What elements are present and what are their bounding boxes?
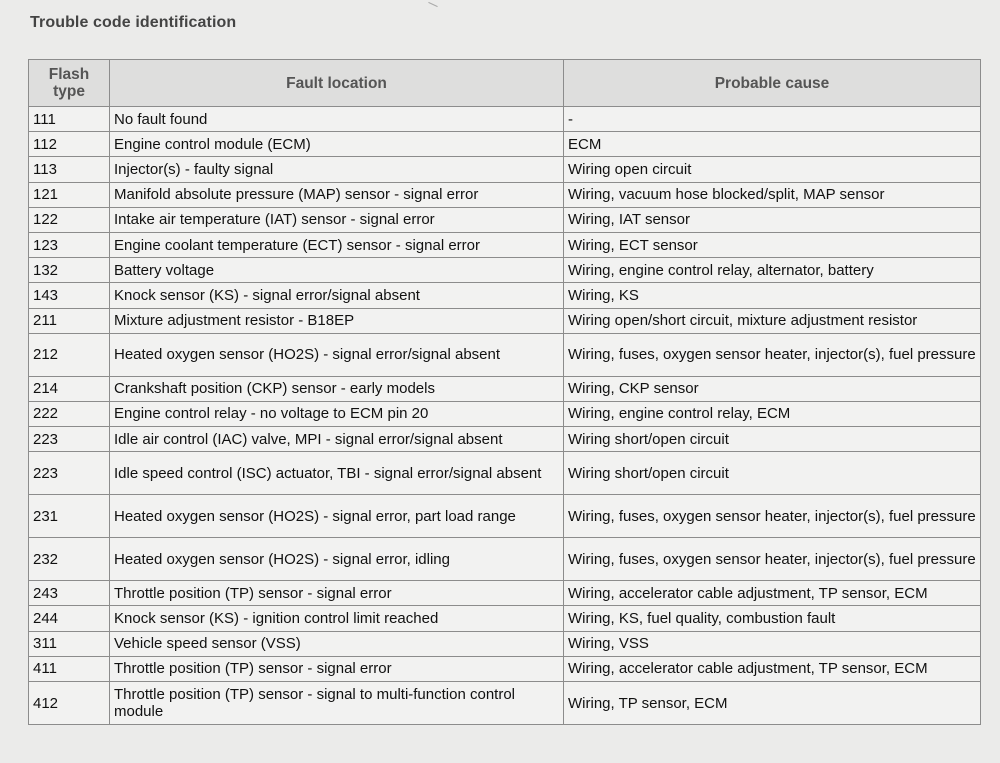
fault-location-cell: Throttle position (TP) sensor - signal error	[110, 581, 564, 606]
probable-cause-cell: Wiring, accelerator cable adjustment, TP sensor, ECM	[564, 656, 981, 681]
probable-cause-cell: Wiring, engine control relay, ECM	[564, 401, 981, 426]
fault-location-cell: Manifold absolute pressure (MAP) sensor - signal error	[110, 182, 564, 207]
fault-location-cell: Throttle position (TP) sensor - signal error	[110, 656, 564, 681]
fault-location-cell: Vehicle speed sensor (VSS)	[110, 631, 564, 656]
trouble-code-table	[28, 59, 981, 725]
table-row	[29, 333, 981, 376]
flash-code-cell: 411	[29, 656, 110, 681]
header-flash-type: Flash type	[29, 60, 110, 107]
fault-location-cell: Heated oxygen sensor (HO2S) - signal error/signal absent	[110, 333, 564, 376]
table-row	[29, 452, 981, 495]
table-row	[29, 495, 981, 538]
header-probable-cause: Probable cause	[564, 60, 981, 107]
flash-code-cell: 132	[29, 258, 110, 283]
fault-location-cell: Intake air temperature (IAT) sensor - signal error	[110, 207, 564, 232]
probable-cause-cell: Wiring, CKP sensor	[564, 376, 981, 401]
table-row	[29, 308, 981, 333]
flash-code-cell: 223	[29, 452, 110, 495]
probable-cause-cell: Wiring, fuses, oxygen sensor heater, injector(s), fuel pressure	[564, 495, 981, 538]
flash-code-cell: 412	[29, 682, 110, 725]
table-row	[29, 427, 981, 452]
fault-location-cell: Idle air control (IAC) valve, MPI - signal error/signal absent	[110, 427, 564, 452]
probable-cause-cell: Wiring, vacuum hose blocked/split, MAP sensor	[564, 182, 981, 207]
table-row	[29, 631, 981, 656]
flash-code-cell: 111	[29, 107, 110, 132]
table-row	[29, 581, 981, 606]
flash-code-cell: 243	[29, 581, 110, 606]
probable-cause-cell: Wiring open circuit	[564, 157, 981, 182]
fault-location-cell: Engine control relay - no voltage to ECM pin 20	[110, 401, 564, 426]
table-row	[29, 258, 981, 283]
trouble-code-table-container	[28, 59, 980, 725]
header-fault-location: Fault location	[110, 60, 564, 107]
probable-cause-cell: Wiring, fuses, oxygen sensor heater, injector(s), fuel pressure	[564, 538, 981, 581]
probable-cause-cell: Wiring, fuses, oxygen sensor heater, injector(s), fuel pressure	[564, 333, 981, 376]
flash-code-cell: 123	[29, 232, 110, 257]
flash-code-cell: 113	[29, 157, 110, 182]
fault-location-cell: Engine control module (ECM)	[110, 132, 564, 157]
probable-cause-cell: -	[564, 107, 981, 132]
probable-cause-cell: Wiring short/open circuit	[564, 452, 981, 495]
probable-cause-cell: Wiring short/open circuit	[564, 427, 981, 452]
fault-location-cell: Battery voltage	[110, 258, 564, 283]
flash-code-cell: 211	[29, 308, 110, 333]
table-row	[29, 376, 981, 401]
flash-code-cell: 231	[29, 495, 110, 538]
table-row	[29, 157, 981, 182]
fault-location-cell: Knock sensor (KS) - signal error/signal absent	[110, 283, 564, 308]
probable-cause-cell: ECM	[564, 132, 981, 157]
fault-location-cell: Engine coolant temperature (ECT) sensor - signal error	[110, 232, 564, 257]
table-row	[29, 107, 981, 132]
table-row	[29, 182, 981, 207]
table-row	[29, 538, 981, 581]
probable-cause-cell: Wiring, KS	[564, 283, 981, 308]
fault-location-cell: Heated oxygen sensor (HO2S) - signal error, idling	[110, 538, 564, 581]
probable-cause-cell: Wiring, IAT sensor	[564, 207, 981, 232]
fault-location-cell: Injector(s) - faulty signal	[110, 157, 564, 182]
table-row	[29, 132, 981, 157]
fault-location-cell: Idle speed control (ISC) actuator, TBI - signal error/signal absent	[110, 452, 564, 495]
flash-code-cell: 121	[29, 182, 110, 207]
flash-code-cell: 222	[29, 401, 110, 426]
table-row	[29, 232, 981, 257]
table-row	[29, 656, 981, 681]
table-row	[29, 283, 981, 308]
probable-cause-cell: Wiring, VSS	[564, 631, 981, 656]
fault-location-cell: Heated oxygen sensor (HO2S) - signal error, part load range	[110, 495, 564, 538]
fault-location-cell: Throttle position (TP) sensor - signal to multi-function control module	[110, 682, 564, 725]
flash-code-cell: 143	[29, 283, 110, 308]
fault-location-cell: Knock sensor (KS) - ignition control limit reached	[110, 606, 564, 631]
scan-mark	[428, 2, 437, 7]
flash-code-cell: 112	[29, 132, 110, 157]
probable-cause-cell: Wiring, KS, fuel quality, combustion fault	[564, 606, 981, 631]
table-row	[29, 207, 981, 232]
flash-code-cell: 223	[29, 427, 110, 452]
probable-cause-cell: Wiring open/short circuit, mixture adjustment resistor	[564, 308, 981, 333]
fault-location-cell: No fault found	[110, 107, 564, 132]
flash-code-cell: 122	[29, 207, 110, 232]
table-header-row	[29, 60, 981, 107]
probable-cause-cell: Wiring, ECT sensor	[564, 232, 981, 257]
page-title: Trouble code identification	[30, 14, 237, 31]
flash-code-cell: 244	[29, 606, 110, 631]
fault-location-cell: Crankshaft position (CKP) sensor - early models	[110, 376, 564, 401]
table-row	[29, 682, 981, 725]
probable-cause-cell: Wiring, TP sensor, ECM	[564, 682, 981, 725]
fault-location-cell: Mixture adjustment resistor - B18EP	[110, 308, 564, 333]
flash-code-cell: 311	[29, 631, 110, 656]
probable-cause-cell: Wiring, accelerator cable adjustment, TP sensor, ECM	[564, 581, 981, 606]
probable-cause-cell: Wiring, engine control relay, alternator, battery	[564, 258, 981, 283]
flash-code-cell: 212	[29, 333, 110, 376]
flash-code-cell: 214	[29, 376, 110, 401]
table-row	[29, 401, 981, 426]
flash-code-cell: 232	[29, 538, 110, 581]
table-row	[29, 606, 981, 631]
